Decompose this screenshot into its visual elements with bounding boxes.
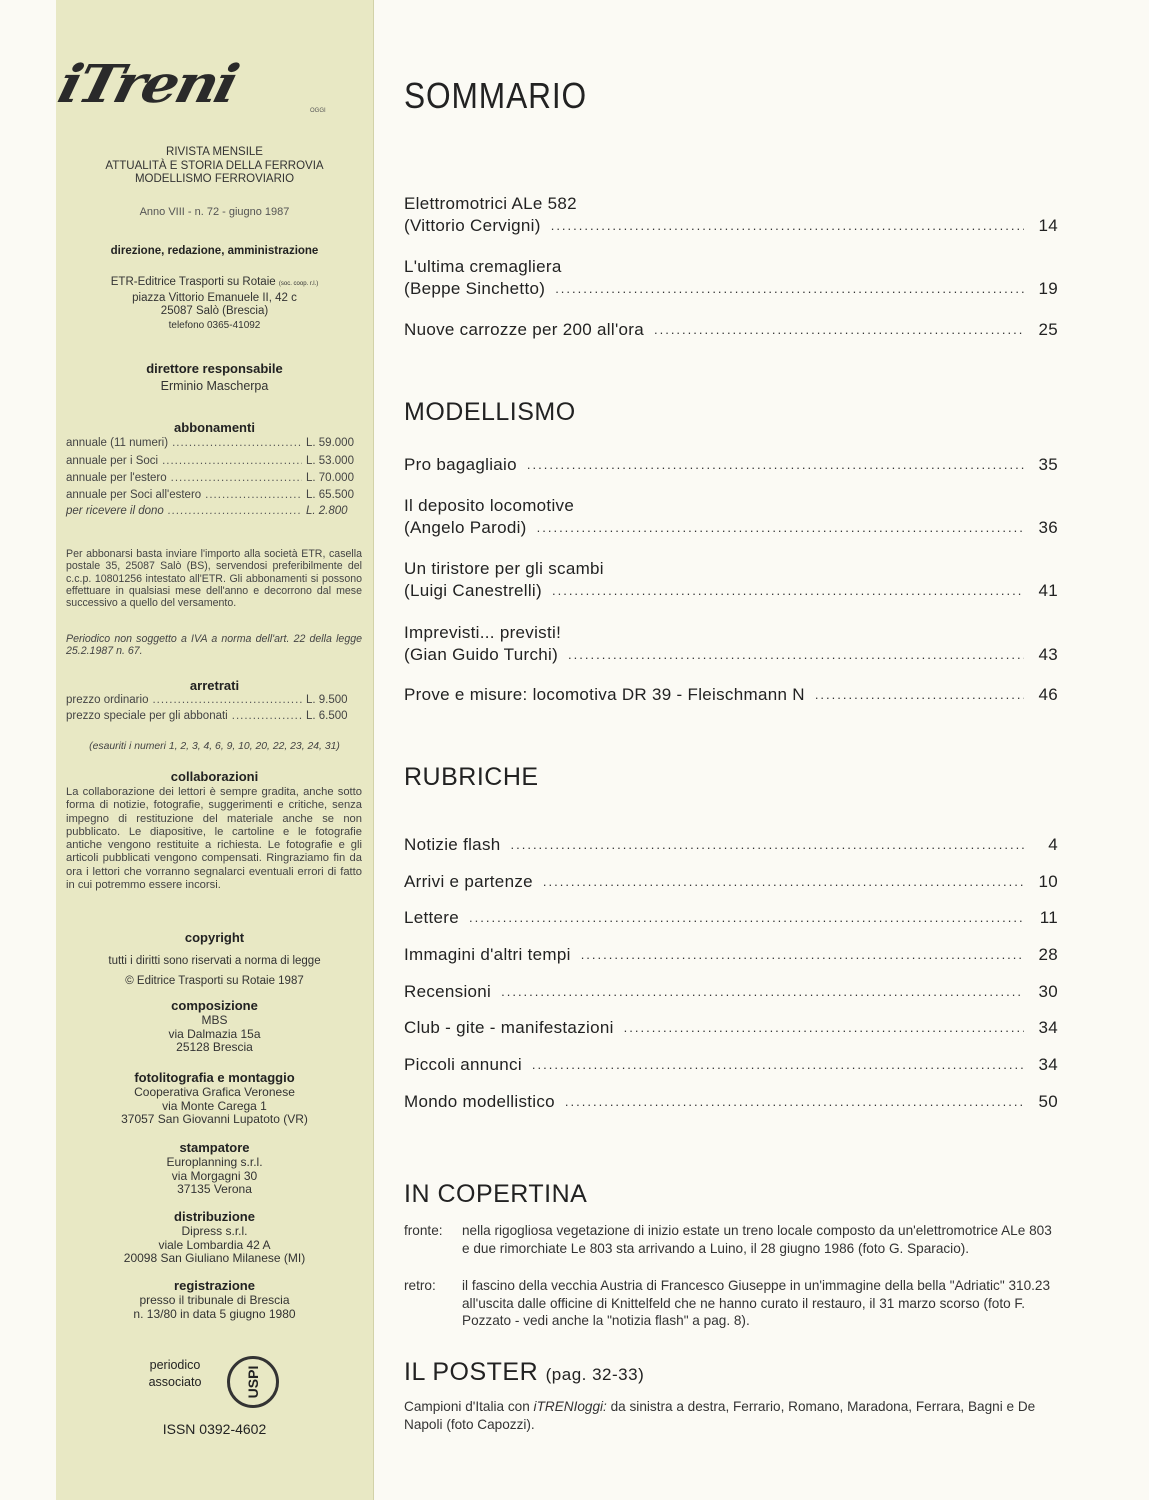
issue-info: Anno VIII - n. 72 - giugno 1987 (139, 206, 290, 218)
poster-text: da sinistra a destra, Ferrario, Romano, Maradona, Ferrara, Bagni e De Napoli (foto Capozzi). (404, 1399, 1036, 1432)
toc-title: Elettromotrici ALe 582 (404, 194, 577, 213)
toc-page: 43 (1038, 645, 1058, 664)
poster-brand: iTRENIoggi: (533, 1399, 607, 1414)
cover-text: il fascino della vecchia Austria di Francesco Giuseppe in un'immagine della bella "Adriatic" 310.23 all'uscita dalle officine di Knittelfeld che ne hanno curato il restauro, il 31 marzo scorso (foto F. Pozzato - vedi anche la "notizia flash" a pag. 8). (462, 1278, 1051, 1328)
toc-title: L'ultima cremagliera (404, 257, 562, 276)
row-amount: L. 65.500 (306, 489, 354, 501)
composizione-text (56, 1014, 373, 1055)
toc-title: Pro bagagliaio (404, 455, 517, 474)
row-label: prezzo speciale per gli abbonati (66, 710, 228, 722)
info-line: 20098 San Giuliano Milanese (MI) (123, 1251, 306, 1265)
registrazione-heading: registrazione (174, 1278, 255, 1293)
copyright-text (56, 951, 373, 991)
subtitle (56, 146, 373, 187)
row-label: annuale (11 numeri) (66, 437, 169, 449)
fotolito-heading: fotolitografia e montaggio (134, 1070, 295, 1085)
issn: ISSN 0392-4602 (162, 1421, 267, 1437)
collaborazioni-heading: collaborazioni (170, 769, 259, 784)
magazine-logo: iTreni (52, 53, 243, 115)
arretrati-row (66, 694, 360, 706)
abbonamento-row (66, 455, 360, 467)
toc-entry[interactable] (404, 944, 1058, 966)
logo-oggi: OGGI (310, 108, 326, 114)
toc-title: Imprevisti... previsti! (404, 623, 562, 642)
copyright-heading: copyright (184, 930, 245, 945)
stampatore-text (56, 1156, 373, 1197)
toc-entry[interactable] (404, 495, 1058, 539)
abbonamento-row (66, 472, 360, 484)
collaborazioni-text: La collaborazione dei lettori è sempre gradita, anche sotto forma di notizie, fotografie, suggerimenti e critiche, senza impegno di restituzione del materiale anche se non pubblicato. Le diapositive, le cartoline e le fotografie antiche vengono restituite a richiesta. Le fotografie e gli articoli pubblicati vengono compensati. Ringraziamo fin da ora i lettori che vorranno segnalarci eventuali errori di fatto in cui potremmo essere incorsi. (66, 786, 362, 892)
info-line: 37057 San Giovanni Lupatoto (VR) (121, 1112, 308, 1126)
subtitle-line: ATTUALITÀ E STORIA DELLA FERROVIA (105, 159, 324, 172)
cover-back (404, 1277, 1060, 1330)
info-line: 37135 Verona (177, 1182, 252, 1196)
distribuzione-text (56, 1225, 373, 1266)
distribuzione-heading: distribuzione (174, 1209, 255, 1224)
toc-entry[interactable] (404, 319, 1058, 341)
toc-author: (Luigi Canestrelli) (404, 581, 542, 600)
row-label: prezzo ordinario (66, 694, 149, 706)
fotolito-text (56, 1086, 373, 1127)
copyright-line: tutti i diritti sono riservati a norma di legge (108, 955, 321, 967)
info-line: via Monte Carega 1 (162, 1098, 267, 1113)
info-line: presso il tribunale di Brescia (139, 1293, 290, 1307)
row-amount: L. 53.000 (306, 455, 354, 467)
toc-entry[interactable] (404, 256, 1058, 300)
info-line: n. 13/80 in data 5 giugno 1980 (133, 1306, 296, 1321)
periodico-associato (140, 1357, 210, 1391)
toc-page: 34 (1038, 1018, 1058, 1037)
cover-label: fronte: (404, 1223, 443, 1238)
toc-author: (Vittorio Cervigni) (404, 216, 541, 235)
toc-page: 25 (1038, 320, 1058, 339)
esauriti-note: (esauriti i numeri 1, 2, 3, 4, 6, 9, 10, 20, 22, 23, 24, 31) (89, 741, 340, 752)
row-label: annuale per Soci all'estero (66, 489, 202, 501)
toc-entry[interactable] (404, 622, 1058, 666)
toc-title: Un tiristore per gli scambi (404, 559, 604, 578)
poster-title-text: IL POSTER (404, 1358, 539, 1386)
abbonamento-row (66, 505, 360, 517)
publisher-note: (soc. coop. r.l.) (278, 281, 319, 287)
toc-entry[interactable] (404, 981, 1058, 1003)
toc-title: Nuove carrozze per 200 all'ora (404, 320, 644, 339)
toc-title: Immagini d'altri tempi (404, 945, 571, 964)
direttore-name: Erminio Mascherpa (160, 379, 269, 393)
stampatore-heading: stampatore (179, 1140, 250, 1155)
row-label: annuale per l'estero (66, 472, 167, 484)
modellismo-title: MODELLISMO (404, 398, 576, 426)
toc-title: Mondo modellistico (404, 1092, 555, 1111)
uspi-logo: USPI (227, 1356, 279, 1408)
cover-front (404, 1222, 1060, 1257)
toc-entry[interactable] (404, 193, 1058, 237)
toc-title: Notizie flash (404, 835, 501, 854)
abbonamento-row (66, 489, 360, 501)
row-amount: L. 6.500 (306, 710, 348, 722)
toc-entry[interactable] (404, 684, 1058, 706)
toc-entry[interactable] (404, 558, 1058, 602)
row-amount: L. 70.000 (306, 472, 354, 484)
toc-page: 19 (1038, 279, 1058, 298)
row-label: per ricevere il dono (66, 505, 164, 517)
row-amount: L. 59.000 (306, 437, 354, 449)
toc-page: 4 (1048, 835, 1058, 854)
phone-line: telefono 0365-41092 (168, 319, 261, 331)
toc-title: Club - gite - manifestazioni (404, 1018, 614, 1037)
toc-entry[interactable] (404, 1054, 1058, 1076)
address-line: 25087 Salò (Brescia) (160, 305, 269, 317)
toc-author: (Beppe Sinchetto) (404, 279, 546, 298)
toc-title: Arrivi e partenze (404, 872, 533, 891)
info-line: MBS (201, 1013, 228, 1027)
copyright-line: © Editrice Trasporti su Rotaie 1987 (125, 975, 304, 987)
info-line: 25128 Brescia (176, 1040, 253, 1054)
toc-title: Prove e misure: locomotiva DR 39 - Fleischmann N (404, 685, 805, 704)
publisher-address (56, 276, 373, 332)
poster-caption (404, 1398, 1060, 1433)
copertina-title: IN COPERTINA (404, 1180, 588, 1208)
toc-page: 11 (1039, 908, 1058, 927)
row-amount: L. 9.500 (306, 694, 348, 706)
registrazione-text (56, 1294, 373, 1321)
toc-page: 30 (1038, 982, 1058, 1001)
toc-page: 41 (1038, 581, 1058, 600)
toc-author: (Gian Guido Turchi) (404, 645, 559, 664)
info-line: periodico (149, 1358, 201, 1372)
poster-pages: (pag. 32-33) (545, 1365, 645, 1384)
toc-page: 10 (1038, 872, 1058, 891)
info-line: via Dalmazia 15a (168, 1026, 261, 1041)
poster-prefix: Campioni d'Italia con (404, 1399, 534, 1414)
colophon-sidebar (52, 0, 374, 1500)
toc-title: Recensioni (404, 982, 492, 1001)
info-line: Cooperativa Grafica Veronese (134, 1085, 295, 1099)
subtitle-line: MODELLISMO FERROVIARIO (134, 173, 295, 185)
toc-page: 28 (1038, 945, 1058, 964)
toc-author: (Angelo Parodi) (404, 518, 527, 537)
toc-entry[interactable] (404, 1091, 1058, 1113)
arretrati-heading: arretrati (189, 678, 240, 693)
toc-entry[interactable] (404, 871, 1058, 893)
direttore-heading: direttore responsabile (146, 361, 283, 376)
subtitle-line: RIVISTA MENSILE (166, 146, 263, 158)
toc-page: 34 (1038, 1055, 1058, 1074)
info-line: Dipress s.r.l. (181, 1224, 248, 1238)
cover-text: nella rigogliosa vegetazione di inizio estate un treno locale composto da un'elettromotrice ALe 803 e due rimorchiate Le 803 sta arrivando a Luino, il 28 giugno 1986 (foto G. Sparacio). (462, 1223, 1052, 1256)
row-amount: L. 2.800 (306, 505, 348, 517)
table-of-contents (404, 0, 1064, 1500)
arretrati-row (66, 710, 360, 722)
toc-entry[interactable] (404, 1017, 1058, 1039)
toc-page: 14 (1038, 216, 1058, 235)
toc-entry[interactable] (404, 454, 1058, 476)
toc-page: 50 (1038, 1092, 1058, 1111)
abbonamenti-heading: abbonamenti (174, 420, 255, 435)
toc-title: Il deposito locomotive (404, 496, 575, 515)
abbonamento-row (66, 437, 360, 449)
toc-title: Lettere (404, 908, 460, 927)
cover-label: retro: (404, 1278, 436, 1293)
info-line: via Morgagni 30 (171, 1168, 258, 1183)
toc-page: 46 (1038, 685, 1058, 704)
abbonarsi-text: Per abbonarsi basta inviare l'importo alla società ETR, casella postale 35, 25087 Salò (BS), servendosi preferibilmente del c.c.p. 10801256 intestato all'ETR. Gli abbonamenti si possono effettuare in qualsiasi mese dell'anno e decorrono dal mese successivo a quello del versamento. (66, 548, 362, 610)
address-line: piazza Vittorio Emanuele II, 42 c (132, 291, 297, 304)
publisher-name: ETR-Editrice Trasporti su Rotaie (110, 276, 276, 288)
iva-note: Periodico non soggetto a IVA a norma dell'art. 22 della legge 25.2.1987 n. 67. (66, 633, 362, 658)
toc-page: 35 (1038, 455, 1058, 474)
toc-page: 36 (1038, 518, 1058, 537)
row-label: annuale per i Soci (66, 455, 159, 467)
toc-entry[interactable] (404, 834, 1058, 856)
info-line: viale Lombardia 42 A (158, 1237, 271, 1252)
info-line: associato (148, 1375, 202, 1389)
direzione-heading: direzione, redazione, amministrazione (110, 245, 319, 257)
toc-title: Piccoli annunci (404, 1055, 522, 1074)
poster-title (404, 1358, 644, 1387)
sommario-title: SOMMARIO (404, 75, 588, 116)
rubriche-title: RUBRICHE (404, 763, 539, 791)
toc-entry[interactable] (404, 907, 1058, 929)
info-line: Europlanning s.r.l. (166, 1155, 263, 1169)
composizione-heading: composizione (171, 998, 258, 1013)
